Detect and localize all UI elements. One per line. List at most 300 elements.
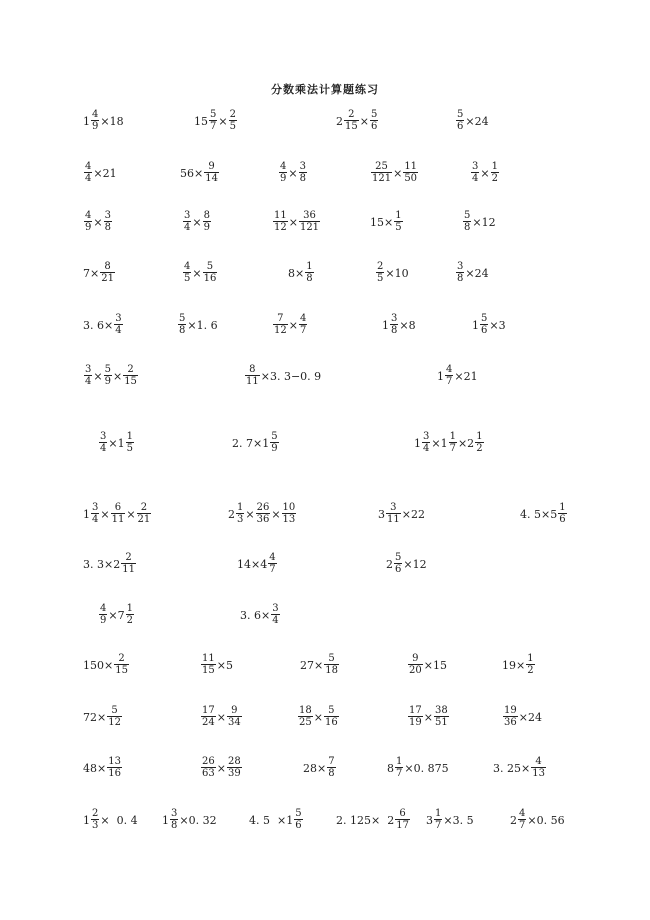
fraction-denominator: 7 xyxy=(269,564,276,575)
fraction-denominator: 8 xyxy=(179,325,186,336)
expression-text: ×7 xyxy=(108,608,125,622)
fraction xyxy=(123,365,138,388)
expression-text: ×3. 3−0. 9 xyxy=(260,369,322,383)
fraction xyxy=(370,110,378,133)
fraction-denominator: 8 xyxy=(171,820,178,831)
fraction xyxy=(201,706,216,729)
fraction-numerator: 5 xyxy=(111,704,118,716)
fraction xyxy=(91,809,99,832)
expression-text: 15× xyxy=(370,215,394,229)
expression-text: 8 xyxy=(387,761,394,775)
exercise-expression xyxy=(386,553,427,576)
fraction-denominator: 6 xyxy=(295,820,302,831)
fraction-numerator: 3 xyxy=(390,501,397,513)
fraction-numerator: 1 xyxy=(449,430,456,442)
fraction-denominator: 11 xyxy=(122,564,135,575)
exercise-expression xyxy=(462,211,496,234)
fraction xyxy=(299,211,320,234)
fraction xyxy=(273,314,288,337)
fraction-numerator: 3 xyxy=(171,807,178,819)
fraction xyxy=(324,654,339,677)
exercise-expression xyxy=(182,211,212,234)
fraction-numerator: 5 xyxy=(395,551,402,563)
fraction xyxy=(236,503,244,526)
exercise-expression xyxy=(83,706,123,729)
fraction-denominator: 8 xyxy=(328,768,335,779)
fraction xyxy=(271,604,279,627)
fraction xyxy=(178,314,186,337)
fraction-denominator: 34 xyxy=(227,717,241,728)
fraction-numerator: 3 xyxy=(85,363,92,375)
fraction-numerator: 3 xyxy=(391,312,398,324)
expression-text: 1 xyxy=(382,318,389,332)
fraction-numerator: 8 xyxy=(203,209,210,221)
fraction-numerator: 5 xyxy=(206,260,214,272)
expression-text: ×10 xyxy=(385,266,409,280)
expression-text: 8× xyxy=(288,266,305,280)
expression-text: × xyxy=(93,369,103,383)
fraction xyxy=(471,162,479,185)
fraction-denominator: 3 xyxy=(237,514,244,525)
fraction-denominator: 2 xyxy=(476,443,483,454)
exercise-expression xyxy=(83,162,117,185)
exercise-expression xyxy=(303,757,337,780)
fraction xyxy=(558,503,566,526)
exercise-expression xyxy=(387,757,449,780)
fraction-denominator: 9 xyxy=(92,121,99,132)
exercise-expression xyxy=(200,654,233,677)
fraction-numerator: 4 xyxy=(85,209,92,221)
fraction xyxy=(344,110,359,133)
expression-text: × xyxy=(288,215,298,229)
exercise-expression xyxy=(278,162,308,185)
fraction-denominator: 7 xyxy=(519,820,526,831)
fraction-denominator: 4 xyxy=(85,173,92,184)
expression-text: 72× xyxy=(83,710,107,724)
fraction-numerator: 36 xyxy=(303,209,316,221)
exercise-expression xyxy=(228,503,297,526)
fraction-numerator: 10 xyxy=(282,501,296,513)
fraction xyxy=(104,211,112,234)
fraction-numerator: 38 xyxy=(434,704,448,716)
expression-text: 3 xyxy=(426,813,433,827)
expression-text: × xyxy=(359,114,369,128)
exercise-expression xyxy=(455,262,489,285)
fraction xyxy=(279,162,287,185)
fraction xyxy=(245,365,260,388)
expression-text: 2 xyxy=(336,114,343,128)
expression-text: ×24 xyxy=(518,710,542,724)
fraction xyxy=(390,314,398,337)
exercise-expression xyxy=(336,809,411,832)
exercise-expression xyxy=(336,110,379,133)
expression-text: ×1 xyxy=(108,436,125,450)
fraction-denominator: 9 xyxy=(203,222,210,233)
fraction-denominator: 5 xyxy=(184,273,191,284)
fraction xyxy=(386,503,401,526)
fraction-numerator: 8 xyxy=(104,260,111,272)
exercise-expression xyxy=(437,365,478,388)
fraction-numerator: 4 xyxy=(299,312,307,324)
exercise-expression xyxy=(98,432,135,455)
exercise-expression xyxy=(232,432,280,455)
expression-text: 15 xyxy=(194,114,208,128)
fraction-denominator: 51 xyxy=(434,717,448,728)
fraction-numerator: 6 xyxy=(114,501,122,513)
expression-text: 1 xyxy=(162,813,169,827)
fraction-numerator: 5 xyxy=(328,704,335,716)
expression-text: × xyxy=(245,507,255,521)
fraction-numerator: 3 xyxy=(472,160,479,172)
fraction xyxy=(449,432,457,455)
fraction-denominator: 18 xyxy=(325,665,338,676)
expression-text: × xyxy=(313,710,323,724)
fraction-denominator: 11 xyxy=(246,376,259,387)
fraction-denominator: 16 xyxy=(324,717,338,728)
expression-text: ×1 xyxy=(431,436,448,450)
fraction-numerator: 25 xyxy=(375,160,388,172)
fraction xyxy=(256,503,271,526)
fraction xyxy=(480,314,488,337)
expression-text: × xyxy=(216,710,226,724)
fraction-numerator: 9 xyxy=(231,704,238,716)
fraction-denominator: 6 xyxy=(457,121,464,132)
fraction-denominator: 4 xyxy=(92,514,99,525)
fraction-numerator: 5 xyxy=(370,108,378,120)
expression-text: 28× xyxy=(303,761,327,775)
expression-text: ×21 xyxy=(454,369,478,383)
fraction-denominator: 9 xyxy=(100,615,107,626)
fraction-denominator: 12 xyxy=(274,222,287,233)
fraction-denominator: 2 xyxy=(491,173,498,184)
exercise-expression xyxy=(83,757,123,780)
expression-text: ×0. 32 xyxy=(179,813,217,827)
fraction xyxy=(422,432,430,455)
fraction xyxy=(327,757,335,780)
fraction-numerator: 2 xyxy=(118,652,125,664)
expression-text: ×0. 875 xyxy=(404,761,449,775)
exercise-expression xyxy=(455,110,489,133)
fraction-numerator: 3 xyxy=(115,312,122,324)
expression-text: ×2 xyxy=(457,436,475,450)
exercise-expression xyxy=(382,314,416,337)
expression-text: × xyxy=(423,710,433,724)
fraction-numerator: 4 xyxy=(85,160,92,172)
exercise-expression xyxy=(472,314,506,337)
fraction-numerator: 2 xyxy=(348,108,355,120)
fraction-numerator: 2 xyxy=(127,363,134,375)
fraction xyxy=(107,757,122,780)
fraction-numerator: 1 xyxy=(396,755,403,767)
fraction xyxy=(99,432,107,455)
fraction-numerator: 4 xyxy=(519,807,526,819)
fraction xyxy=(201,654,216,677)
expression-text: × xyxy=(393,166,403,180)
fraction xyxy=(84,162,92,185)
page-title: 分数乘法计算题练习 xyxy=(271,83,379,96)
expression-text: × xyxy=(480,166,490,180)
expression-text: 14×4 xyxy=(237,557,268,571)
fraction-denominator: 3 xyxy=(92,820,99,831)
fraction-numerator: 4 xyxy=(535,755,542,767)
fraction-denominator: 8 xyxy=(299,173,306,184)
expression-text: 1 xyxy=(414,436,421,450)
fraction-denominator: 20 xyxy=(409,665,422,676)
fraction xyxy=(531,757,546,780)
expression-text: × xyxy=(126,507,136,521)
fraction-numerator: 3 xyxy=(184,209,191,221)
fraction-denominator: 39 xyxy=(227,768,241,779)
fraction-numerator: 2 xyxy=(125,551,132,563)
fraction-numerator: 1 xyxy=(559,501,566,513)
fraction-numerator: 5 xyxy=(210,108,217,120)
fraction xyxy=(491,162,499,185)
fraction xyxy=(456,110,464,133)
fraction-numerator: 4 xyxy=(269,551,276,563)
exercise-expression xyxy=(83,211,113,234)
expression-text: × xyxy=(192,215,202,229)
fraction-denominator: 36 xyxy=(504,717,517,728)
expression-text: 56× xyxy=(180,166,204,180)
fraction-numerator: 5 xyxy=(328,652,335,664)
fraction-denominator: 4 xyxy=(472,173,479,184)
fraction-numerator: 6 xyxy=(399,807,406,819)
fraction-denominator: 9 xyxy=(104,376,111,387)
fraction-denominator: 5 xyxy=(377,273,384,284)
expression-text: ×8 xyxy=(399,318,416,332)
expression-text: 3. 25× xyxy=(493,761,531,775)
fraction xyxy=(403,162,418,185)
exercise-expression xyxy=(407,654,447,677)
fraction-denominator: 5 xyxy=(395,222,402,233)
fraction xyxy=(463,211,471,234)
exercise-expression xyxy=(177,314,218,337)
fraction-numerator: 1 xyxy=(435,807,442,819)
fraction-denominator: 8 xyxy=(464,222,471,233)
fraction xyxy=(408,654,423,677)
exercise-expression xyxy=(520,503,568,526)
fraction xyxy=(434,809,442,832)
fraction xyxy=(324,706,339,729)
fraction-denominator: 9 xyxy=(280,173,287,184)
fraction-denominator: 4 xyxy=(100,443,107,454)
expression-text: 2 xyxy=(228,507,235,521)
exercise-expression xyxy=(83,262,116,285)
fraction-denominator: 6 xyxy=(559,514,566,525)
fraction-denominator: 8 xyxy=(457,273,464,284)
expression-text: 4. 5×5 xyxy=(520,507,558,521)
fraction-numerator: 9 xyxy=(412,652,419,664)
exercise-expression xyxy=(426,809,474,832)
exercise-expression xyxy=(83,503,152,526)
fraction-numerator: 2 xyxy=(377,260,384,272)
expression-text: 1 xyxy=(472,318,479,332)
exercise-expression xyxy=(182,262,218,285)
fraction xyxy=(518,809,526,832)
fraction-numerator: 5 xyxy=(457,108,464,120)
expression-text: 48× xyxy=(83,761,107,775)
fraction-numerator: 8 xyxy=(249,363,256,375)
fraction xyxy=(204,162,219,185)
fraction xyxy=(91,110,99,133)
exercise-expression xyxy=(98,604,135,627)
fraction-denominator: 21 xyxy=(101,273,114,284)
exercise-expression xyxy=(83,553,137,576)
exercise-expression xyxy=(300,654,340,677)
fraction-numerator: 4 xyxy=(184,260,191,272)
exercise-expression xyxy=(370,162,419,185)
fraction xyxy=(126,604,134,627)
fraction xyxy=(394,553,402,576)
expression-text: 19× xyxy=(502,658,526,672)
expression-text: ×18 xyxy=(100,114,124,128)
expression-text: × xyxy=(100,507,110,521)
fraction-numerator: 3 xyxy=(92,501,99,513)
fraction xyxy=(294,809,302,832)
fraction xyxy=(91,503,99,526)
exercise-expression xyxy=(378,503,425,526)
fraction-numerator: 17 xyxy=(409,704,422,716)
fraction-numerator: 5 xyxy=(295,807,302,819)
exercise-expression xyxy=(194,110,238,133)
fraction-numerator: 13 xyxy=(108,755,121,767)
fraction xyxy=(137,503,152,526)
expression-text: × xyxy=(288,166,298,180)
fraction xyxy=(126,432,134,455)
fraction-denominator: 13 xyxy=(282,514,296,525)
exercise-expression xyxy=(200,706,243,729)
fraction xyxy=(376,262,384,285)
expression-text: 1 xyxy=(83,114,90,128)
fraction-numerator: 1 xyxy=(476,430,483,442)
fraction-denominator: 4 xyxy=(423,443,430,454)
fraction-denominator: 21 xyxy=(137,514,151,525)
fraction-numerator: 5 xyxy=(271,430,278,442)
fraction-numerator: 17 xyxy=(202,704,215,716)
expression-text: ×12 xyxy=(403,557,427,571)
exercise-expression xyxy=(237,553,278,576)
fraction-numerator: 3 xyxy=(104,209,111,221)
exercise-expression xyxy=(502,706,542,729)
fraction-denominator: 4 xyxy=(115,325,122,336)
expression-text: 4. 5 ×1 xyxy=(249,813,294,827)
fraction xyxy=(209,110,217,133)
expression-text: 1 xyxy=(83,507,90,521)
fraction-numerator: 18 xyxy=(299,704,312,716)
exercise-expression xyxy=(493,757,547,780)
fraction-denominator: 5 xyxy=(229,121,236,132)
fraction xyxy=(227,757,242,780)
expression-text: 2 xyxy=(386,557,393,571)
fraction-numerator: 1 xyxy=(126,602,133,614)
fraction-denominator: 2 xyxy=(527,665,534,676)
fraction xyxy=(456,262,464,285)
fraction-numerator: 2 xyxy=(229,108,236,120)
fraction-numerator: 7 xyxy=(328,755,335,767)
fraction-numerator: 5 xyxy=(179,312,186,324)
fraction-denominator: 24 xyxy=(202,717,215,728)
fraction-denominator: 5 xyxy=(126,443,133,454)
exercise-expression xyxy=(200,757,243,780)
exercise-expression xyxy=(83,314,124,337)
fraction-numerator: 4 xyxy=(92,108,99,120)
fraction xyxy=(270,432,278,455)
fraction-numerator: 1 xyxy=(306,260,313,272)
fraction xyxy=(299,314,307,337)
fraction xyxy=(475,432,483,455)
fraction xyxy=(183,211,191,234)
exercise-expression xyxy=(272,211,321,234)
fraction-denominator: 50 xyxy=(404,173,418,184)
fraction xyxy=(114,314,122,337)
fraction-numerator: 3 xyxy=(100,430,107,442)
fraction xyxy=(282,503,297,526)
fraction xyxy=(434,706,449,729)
fraction xyxy=(104,365,112,388)
fraction-numerator: 26 xyxy=(256,501,270,513)
exercise-expression xyxy=(249,809,304,832)
fraction-denominator: 4 xyxy=(272,615,279,626)
expression-text: 1 xyxy=(83,813,90,827)
fraction-numerator: 1 xyxy=(527,652,534,664)
fraction-denominator: 2 xyxy=(126,615,133,626)
fraction-denominator: 15 xyxy=(345,121,358,132)
fraction-numerator: 1 xyxy=(395,209,402,221)
expression-text: × xyxy=(271,507,281,521)
fraction-denominator: 121 xyxy=(299,222,320,233)
exercise-expression xyxy=(162,809,217,832)
fraction-denominator: 6 xyxy=(481,325,488,336)
fraction xyxy=(273,211,288,234)
expression-text: 3. 3×2 xyxy=(83,557,121,571)
fraction-denominator: 13 xyxy=(532,768,545,779)
fraction xyxy=(395,757,403,780)
fraction-numerator: 5 xyxy=(104,363,111,375)
fraction xyxy=(203,262,218,285)
expression-text: ×12 xyxy=(472,215,496,229)
fraction-numerator: 1 xyxy=(126,430,133,442)
expression-text: 2. 125× 2 xyxy=(336,813,395,827)
expression-text: ×21 xyxy=(93,166,117,180)
exercise-expression xyxy=(288,262,315,285)
fraction xyxy=(298,706,313,729)
fraction-denominator: 17 xyxy=(396,820,409,831)
expression-text: ×22 xyxy=(401,507,425,521)
exercise-expression xyxy=(240,604,281,627)
fraction-denominator: 16 xyxy=(108,768,121,779)
fraction-denominator: 9 xyxy=(271,443,278,454)
expression-text: ×3 xyxy=(489,318,506,332)
fraction-denominator: 7 xyxy=(446,376,453,387)
exercise-expression xyxy=(272,314,308,337)
fraction-numerator: 11 xyxy=(274,209,287,221)
fraction xyxy=(445,365,453,388)
expression-text: 150× xyxy=(83,658,114,672)
fraction-numerator: 9 xyxy=(208,160,215,172)
exercise-expression xyxy=(83,110,124,133)
expression-text: ×3. 5 xyxy=(443,813,474,827)
exercise-expression xyxy=(83,365,139,388)
expression-text: × xyxy=(288,318,298,332)
exercise-expression xyxy=(375,262,409,285)
expression-text: ×15 xyxy=(423,658,447,672)
fraction-denominator: 7 xyxy=(210,121,217,132)
fraction-numerator: 2 xyxy=(92,807,99,819)
expression-text: 7× xyxy=(83,266,100,280)
fraction xyxy=(227,706,242,729)
fraction xyxy=(183,262,191,285)
fraction-denominator: 6 xyxy=(370,121,378,132)
